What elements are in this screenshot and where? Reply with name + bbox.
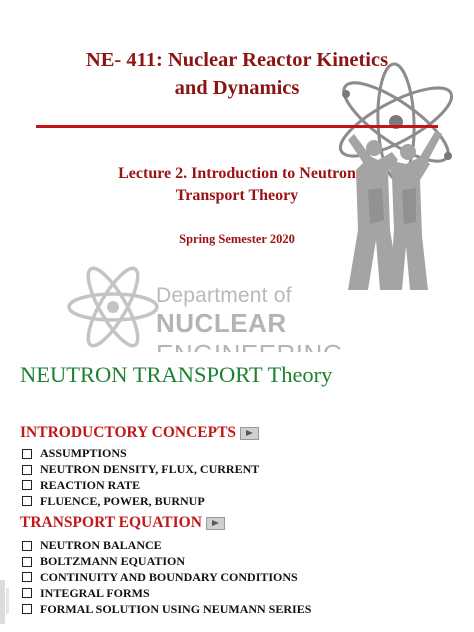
checkbox-icon <box>22 541 32 551</box>
semester-label: Spring Semester 2020 <box>179 232 295 246</box>
section-heading-intro-label: INTRODUCTORY CONCEPTS <box>20 424 237 441</box>
list-item <box>22 585 311 601</box>
checkbox-icon <box>22 465 32 475</box>
list-item <box>22 554 311 570</box>
checkbox-icon <box>22 588 32 598</box>
checkbox-icon <box>22 557 32 567</box>
list-item <box>22 601 311 617</box>
list-item <box>22 462 259 478</box>
list-item <box>22 478 259 494</box>
list-item <box>22 493 259 509</box>
transport-equation-list <box>22 538 311 617</box>
lecture-title-line2: Transport Theory <box>175 187 299 204</box>
lecture-title <box>60 163 414 207</box>
title-divider <box>36 125 438 128</box>
checkbox-icon <box>22 496 32 506</box>
checkbox-icon <box>22 480 32 490</box>
list-item <box>22 538 311 554</box>
department-of-text: Department of <box>156 284 292 307</box>
list-item-label: CONTINUITY AND BOUNDARY CONDITIONS <box>40 569 298 584</box>
list-item-label: FLUENCE, POWER, BURNUP <box>40 493 205 508</box>
list-item-label: FORMAL SOLUTION USING NEUMANN SERIES <box>40 601 312 616</box>
list-item-label: NEUTRON BALANCE <box>40 538 162 553</box>
play-button-icon[interactable] <box>240 427 259 440</box>
list-item-label: INTEGRAL FORMS <box>40 585 150 600</box>
intro-concepts-list <box>22 446 259 509</box>
list-item-label: REACTION RATE <box>40 477 141 492</box>
section-heading-intro <box>20 424 259 442</box>
list-item-label: BOLTZMANN EQUATION <box>40 554 186 569</box>
section-heading-transport <box>20 514 225 532</box>
outline-slide <box>0 352 474 632</box>
checkbox-icon <box>22 449 32 459</box>
section-heading-transport-label: TRANSPORT EQUATION <box>20 514 202 531</box>
atom-logo-icon <box>64 268 162 346</box>
list-item <box>22 446 259 462</box>
slide-title: NEUTRON TRANSPORT Theory <box>20 362 333 387</box>
course-title <box>0 46 474 102</box>
page-edge-mark <box>0 574 14 630</box>
checkbox-icon <box>22 604 32 614</box>
list-item-label: NEUTRON DENSITY, FLUX, CURRENT <box>40 462 260 477</box>
course-title-line1: NE- 411: Nuclear Reactor Kinetics <box>85 49 389 71</box>
course-title-line2: and Dynamics <box>174 77 300 99</box>
list-item <box>22 570 311 586</box>
play-button-icon[interactable] <box>206 517 225 530</box>
list-item-label: ASSUMPTIONS <box>40 446 127 461</box>
lecture-title-line1: Lecture 2. Introduction to Neutron <box>118 165 356 182</box>
department-name-nuclear: NUCLEAR <box>156 308 287 338</box>
checkbox-icon <box>22 572 32 582</box>
